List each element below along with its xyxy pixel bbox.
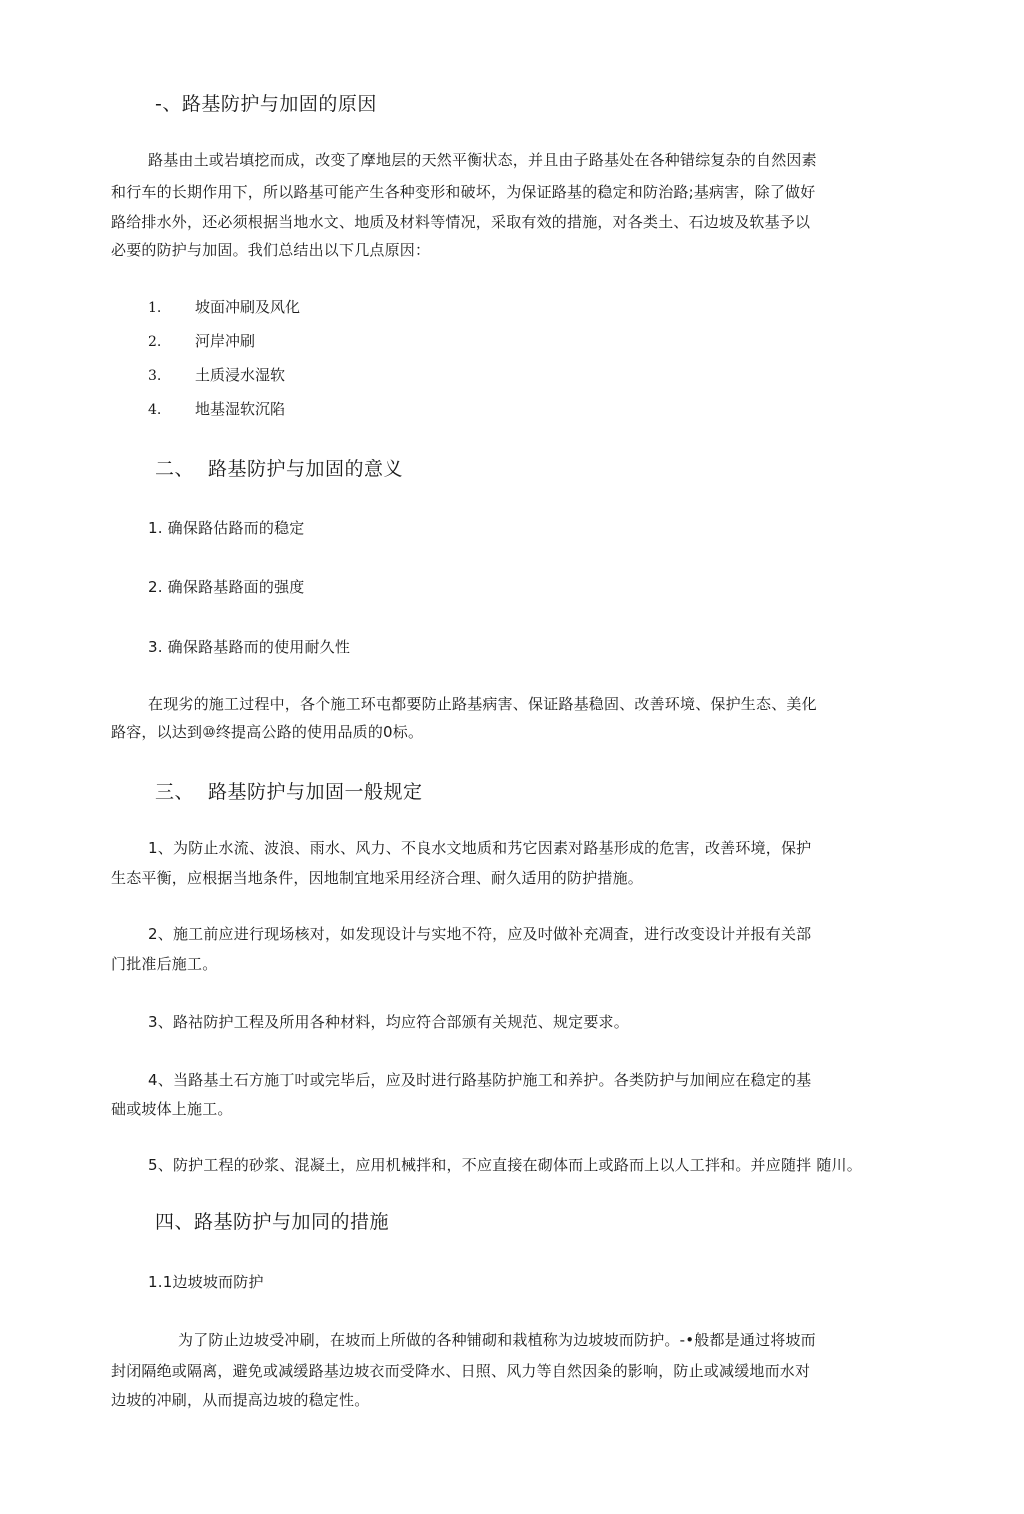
list-item-text: 地基湿软沉陷 [195,400,286,418]
section-2-para-line: 路容，以达到⑩终提高公路的使用品质的0标。 [111,723,424,741]
section-4-heading: 四、路基防护与加同的措施 [155,1211,390,1233]
section-3-heading-number: 三、 [155,781,195,803]
rule-line: 1、为防止水流、波浪、雨水、风力、不良水文地质和艿它因素对路基形成的危害，改善环境，保护 [148,839,812,857]
list-item-text: 土质浸水湿软 [195,366,286,384]
rule-line: 2、施工前应进行现场核对，如发现设计与实地不符，应及吋做补充凋査，进行改变设计并报有关部 [148,925,812,943]
subsection-heading: 1.1边坡坡而防护 [148,1273,264,1291]
section-1-para-line: 路基由土或岩填挖而成，改变了摩地层的天然平衡状态，并且由子路基处在各种错综复杂的自然因素 [148,151,817,169]
section-4-para-line: 封闭隔绝或隔离，避免或减缓路基边坡衣而受降水、日照、风力等自然因粂的影响，防止或减缓地而水对 [111,1362,811,1380]
section-2-heading-number: 二、 [155,458,195,480]
section-1-para-line: 和行车的长期作用下，所以路基可能产生各种变形和破坏，为保证路基的稳定和防治路;基病害，除了做好 [111,183,816,201]
significance-item: 3. 确保路基路而的使用耐久性 [148,638,351,656]
section-2-para-line: 在现劣的施工过程中，各个施工环屯都要防止路基病害、保证路基稳固、改善环境、保护生态、美化 [148,695,817,713]
section-1-para-line: 路给排水外，还必须根据当地水文、地质及材料等情况，采取有效的措施，对各类土、石边坡及软基予以 [111,213,811,231]
list-item-text: 坡面冲刷及风化 [195,298,301,316]
section-1-heading: -、路基防护与加固的原因 [155,93,377,115]
section-2-heading: 路基防护与加固的意义 [208,458,404,480]
list-item-text: 河岸冲刷 [195,332,256,350]
section-3-heading: 路基防护与加固一般规定 [208,781,423,803]
rule-line: 础或坡体上施工。 [111,1100,233,1118]
rule-line: 5、防护工程的砂浆、混凝土，应用机械拌和，不应直接在砌体而上或路而上以人工拌和。并应随拌 随川。 [148,1156,862,1174]
rule-line: 3、路祜防护工程及所用各种材料，均应符合部颁有关规范、规定要求。 [148,1013,629,1031]
section-4-para-line: 为了防止边坡受冲刷，在坡而上所做的各种铺砌和栽植称为边坡坡而防护。-•般都是通过将坡而 [178,1331,816,1349]
list-item-number: 2. [148,334,162,350]
rule-line: 4、当路基土石方施丁吋或完毕后，应及时进行路基防护施工和养护。各类防护与加闸应在稳定的基 [148,1071,812,1089]
list-item-number: 1. [148,300,162,316]
rule-line: 门批准后施工。 [111,955,218,973]
list-item-number: 3. [148,368,162,384]
significance-item: 2. 确保路基路面的强度 [148,578,305,596]
section-4-para-line: 边坡的冲刷，从而提高边坡的稳定性。 [111,1391,370,1409]
section-1-para-line: 必要的防护与加固。我们总结出以下几点原因： [111,241,431,259]
list-item-number: 4. [148,402,162,418]
significance-item: 1. 确保路估路而的稳定 [148,519,305,537]
rule-line: 生态平衡，应根据当地条件，因地制宜地采用经济合理、耐久适用的防护措施。 [111,869,644,887]
